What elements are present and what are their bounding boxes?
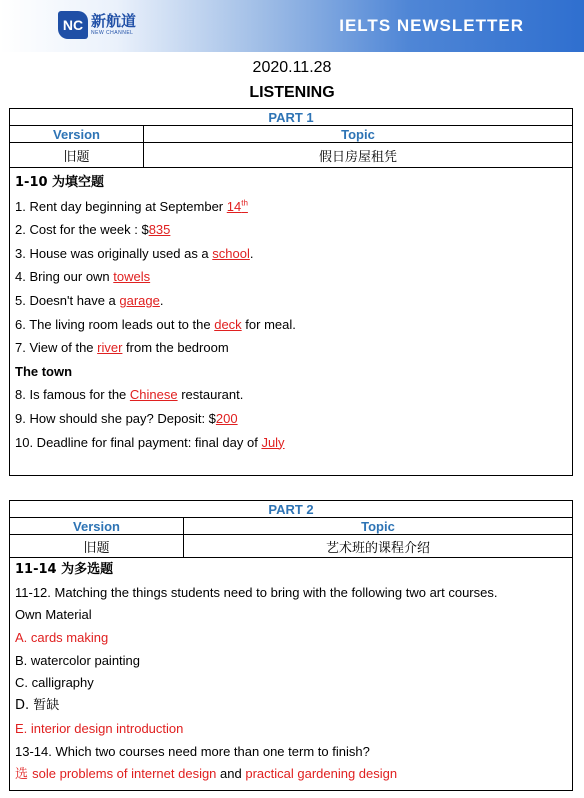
newsletter-title: IELTS NEWSLETTER bbox=[339, 16, 524, 35]
option-e: E. interior design introduction bbox=[15, 720, 184, 736]
question-9: 9. How should she pay? Deposit: $200 bbox=[15, 410, 238, 426]
option-d: D. 暂缺 bbox=[15, 698, 60, 714]
answer-6: deck bbox=[214, 316, 242, 332]
newsletter-date: 2020.11.28 bbox=[252, 59, 332, 76]
part1-topic-header: Topic bbox=[341, 126, 375, 142]
part2-topic: 艺术班的课程介绍 bbox=[325, 540, 430, 556]
part1-group-heading: 1-10 为填空题 bbox=[15, 175, 105, 190]
part2-topic-header: Topic bbox=[361, 518, 395, 534]
answer-10: July bbox=[261, 434, 285, 450]
question-3: 3. House was originally used as a school. bbox=[15, 245, 254, 261]
answer-1: 14th bbox=[226, 198, 248, 214]
answer-4: towels bbox=[113, 269, 151, 285]
part2-version: 旧题 bbox=[10, 535, 184, 557]
question-7: 7. View of the river from the bedroom bbox=[15, 340, 229, 356]
question-1: 1. Rent day beginning at September 14th bbox=[15, 198, 248, 214]
question-5: 5. Doesn't have a garage. bbox=[15, 292, 164, 308]
question-2: 2. Cost for the week : $835 bbox=[15, 222, 171, 238]
question-6: 6. The living room leads out to the deck for meal. bbox=[15, 316, 296, 332]
part2-group-heading: 11-14 为多选题 bbox=[15, 562, 114, 577]
answer-3: school bbox=[212, 245, 250, 261]
part1-table bbox=[9, 108, 573, 476]
answer-7: river bbox=[97, 340, 123, 356]
question-13-14: 13-14. Which two courses need more than one term to finish? bbox=[15, 743, 370, 759]
question-4: 4. Bring our own towels bbox=[15, 269, 151, 285]
answer-8: Chinese bbox=[129, 387, 178, 403]
part1-topic: 假日房屋租凭 bbox=[318, 149, 397, 165]
part1-version-header: Version bbox=[10, 126, 144, 142]
question-10: 10. Deadline for final payment: final day of July bbox=[15, 434, 285, 450]
part1-version: 旧题 bbox=[10, 143, 144, 167]
brand-logo bbox=[58, 10, 136, 40]
logo-english-name: NEW CHANNEL bbox=[91, 30, 134, 36]
answer-2: 835 bbox=[148, 222, 171, 238]
logo-chinese-name: 新航道 bbox=[91, 12, 137, 30]
answer-13-14: 选 sole problems of internet design and practical gardening design bbox=[15, 766, 398, 783]
option-c: C. calligraphy bbox=[15, 675, 94, 691]
part2-table bbox=[9, 500, 573, 791]
option-b: B. watercolor painting bbox=[15, 652, 141, 668]
part1-title: PART 1 bbox=[268, 109, 314, 125]
answer-9: 200 bbox=[215, 410, 238, 426]
option-a: A. cards making bbox=[15, 630, 109, 646]
section-title: LISTENING bbox=[249, 84, 335, 101]
logo-mark-icon: NC bbox=[58, 11, 88, 39]
part2-version-header: Version bbox=[10, 518, 184, 534]
newsletter-header bbox=[0, 0, 584, 52]
own-material-label: Own Material bbox=[15, 607, 92, 623]
part1-subheading: The town bbox=[15, 363, 73, 379]
part2-title: PART 2 bbox=[268, 501, 314, 517]
question-8: 8. Is famous for the Chinese restaurant. bbox=[15, 387, 244, 403]
question-11-12: 11-12. Matching the things students need to bring with the following two art courses. bbox=[15, 584, 498, 600]
answer-5: garage bbox=[119, 292, 160, 308]
